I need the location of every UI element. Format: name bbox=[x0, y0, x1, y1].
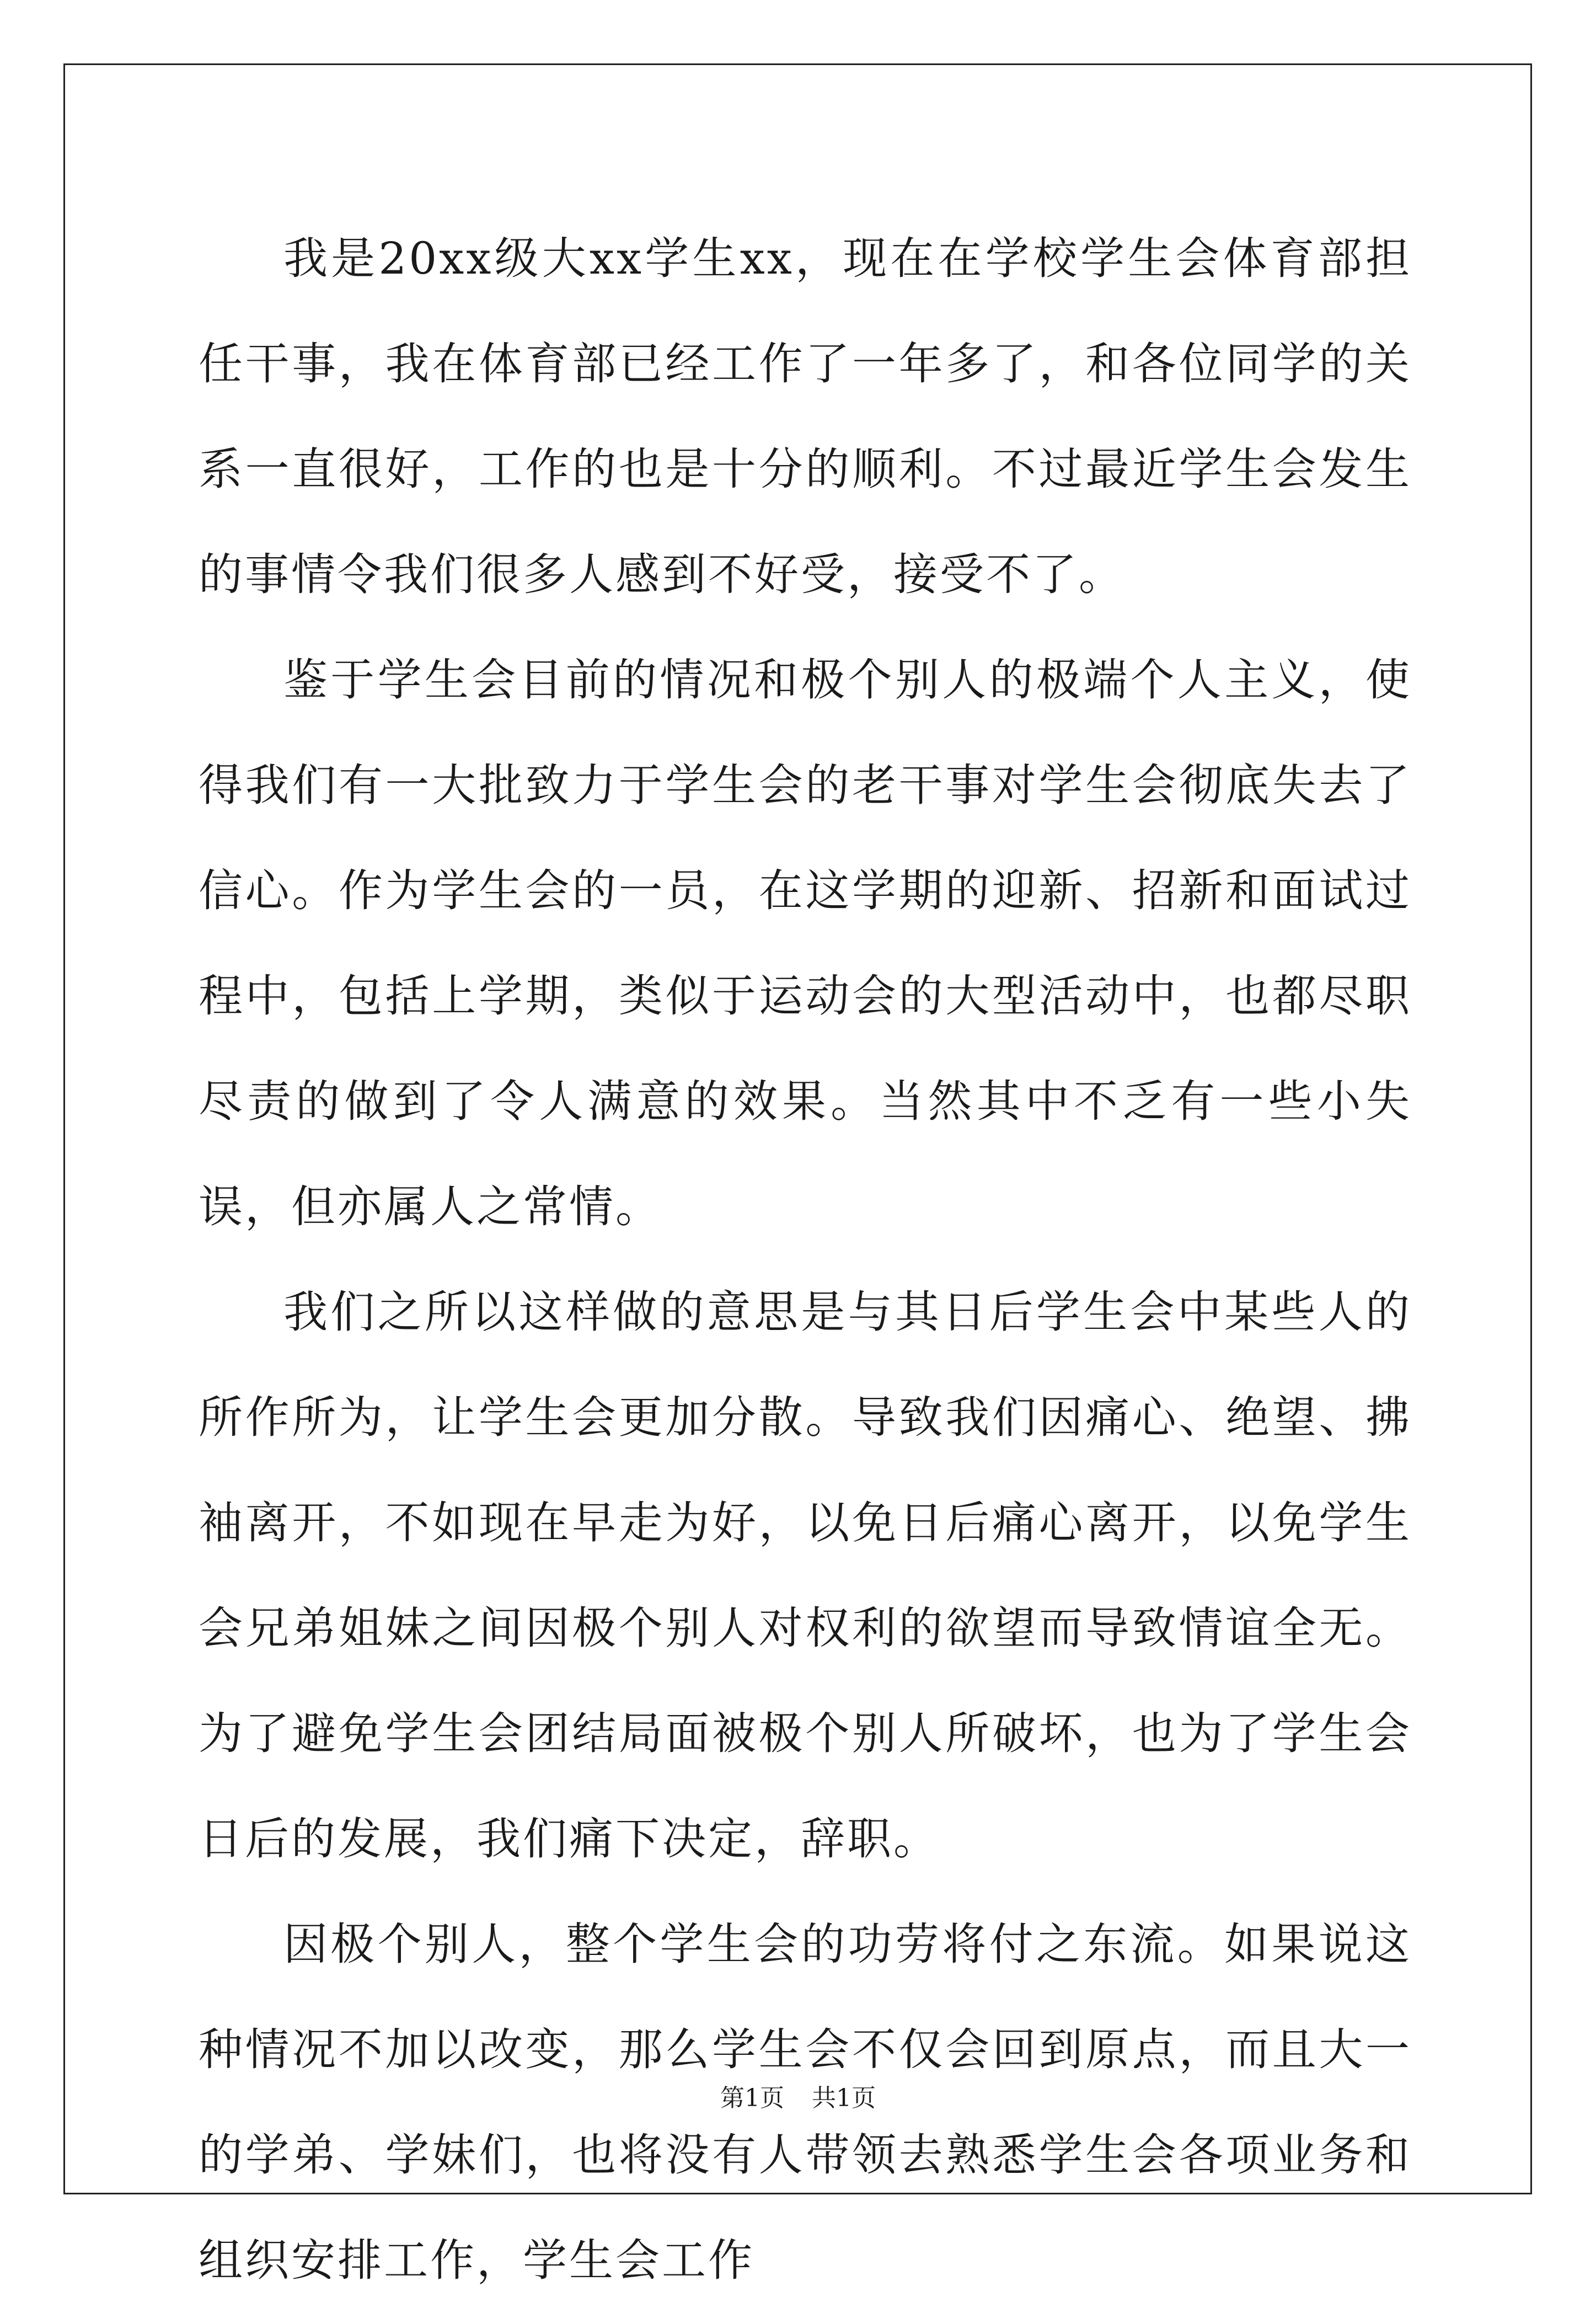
paragraph-4: 因极个别人，整个学生会的功劳将付之东流。如果说这种情况不加以改变，那么学生会不仅会回到原点，而且大一的学弟、学妹们，也将没有人带领去熟悉学生会各项业务和组织安排工作，学生会工作 bbox=[199, 1919, 1412, 2286]
page-footer bbox=[0, 2082, 1596, 2115]
document-body bbox=[199, 206, 1412, 2313]
page-total: 共1页 bbox=[812, 2084, 876, 2112]
paragraph-3: 我们之所以这样做的意思是与其日后学生会中某些人的所作所为，让学生会更加分散。导致我们因痛心、绝望、拂袖离开，不如现在早走为好，以免日后痛心离开，以免学生会兄弟姐妹之间因极个别人对权利的欲望而导致情谊全无。为了避免学生会团结局面被极个别人所破坏，也为了学生会日后的发展，我们痛下决定，辞职。 bbox=[199, 1286, 1412, 1865]
paragraph-1: 我是20xx级大xx学生xx，现在在学校学生会体育部担任干事，我在体育部已经工作了一年多了，和各位同学的关系一直很好，工作的也是十分的顺利。不过最近学生会发生的事情令我们很多人感到不好受，接受不了。 bbox=[199, 233, 1412, 600]
page-number: 第1页 bbox=[720, 2084, 784, 2112]
paragraph-2: 鉴于学生会目前的情况和极个别人的极端个人主义，使得我们有一大批致力于学生会的老干事对学生会彻底失去了信心。作为学生会的一员，在这学期的迎新、招新和面试过程中，包括上学期，类似于运动会的大型活动中，也都尽职尽责的做到了令人满意的效果。当然其中不乏有一些小失误，但亦属人之常情。 bbox=[199, 654, 1412, 1232]
